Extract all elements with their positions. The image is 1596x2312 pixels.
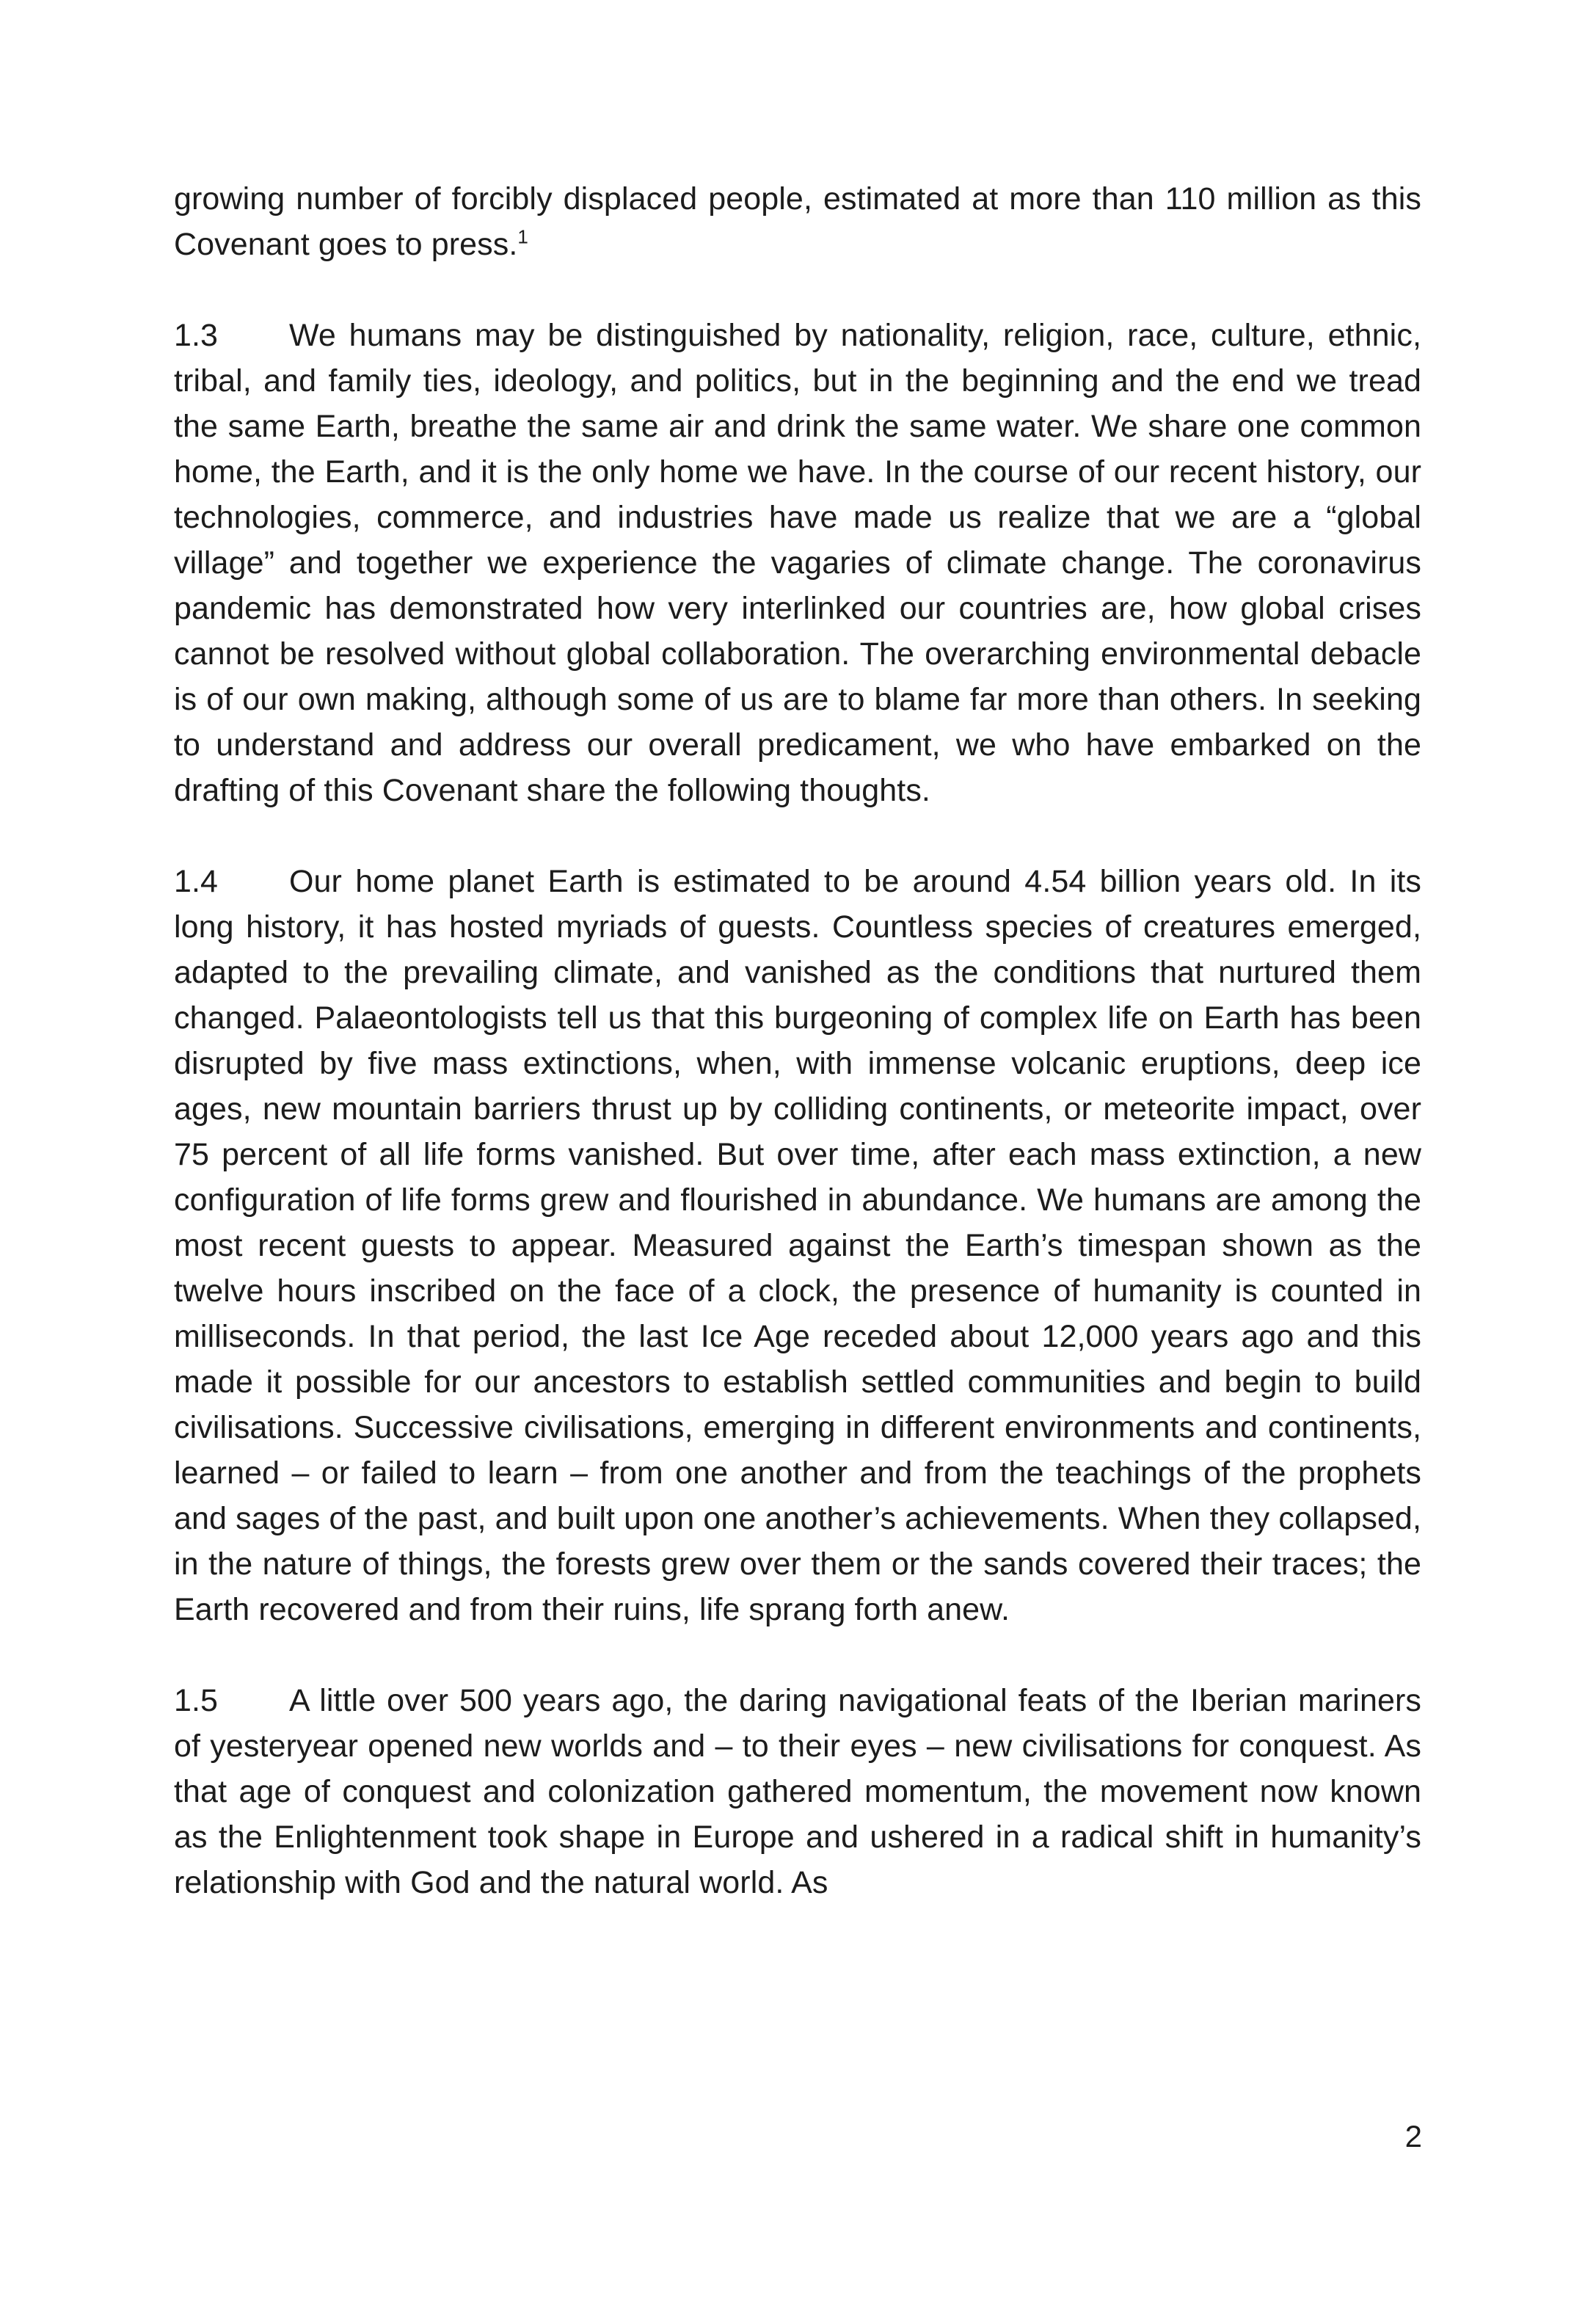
paragraph-text: Our home planet Earth is estimated to be around 4.54 billion years old. In its long history, it has hosted myriads of guests. Countless species of creatures emerged, adapted to the prevailing climate, and vanished as the conditions that nurtured them changed. Palaeontologists tell us that this burgeoning of complex life on Earth has been disrupted by five mass extinctions, when, with immense volcanic eruptions, deep ice ages, new mountain barriers thrust up by colliding continents, or meteorite impact, over 75 percent of all life forms vanished. But over time, after each mass extinction, a new configuration of life forms grew and flourished in abundance. We humans are among the most recent guests to appear. Measured against the Earth’s timespan shown as the twelve hours inscribed on the face of a clock, the presence of humanity is counted in milliseconds. In that period, the last Ice Age receded about 12,000 years ago and this made it possible for our ancestors to establish settled communities and begin to build civilisations. Successive civilisations, emerging in different environments and continents, learned – or failed to learn – from one another and from the teachings of the prophets and sages of the past, and built upon one another’s achievements. When they collapsed, in the nature of things, the forests grew over them or the sands covered their traces; the Earth recovered and from their ruins, life sprang forth anew.	[174, 864, 1421, 1627]
paragraph-continuation	[174, 176, 1421, 267]
paragraph-text: growing number of forcibly displaced people, estimated at more than 110 million as this Covenant goes to press.	[174, 181, 1421, 262]
paragraph-1-3	[174, 313, 1421, 813]
paragraph-number: 1.3	[174, 318, 219, 353]
paragraph-1-5	[174, 1678, 1421, 1905]
paragraph-text: A little over 500 years ago, the daring navigational feats of the Iberian mariners of yesteryear opened new worlds and – to their eyes – new civilisations for conquest. As that age of conquest and colonization gathered momentum, the movement now known as the Enlightenment took shape in Europe and ushered in a radical shift in humanity’s relationship with God and the natural world. As	[174, 1683, 1421, 1900]
page-number: 2	[1404, 2119, 1422, 2153]
page-content	[174, 176, 1421, 1905]
paragraph-number: 1.4	[174, 864, 219, 899]
paragraph-1-4	[174, 859, 1421, 1632]
paragraph-text: We humans may be distinguished by nationality, religion, race, culture, ethnic, tribal, and family ties, ideology, and politics, but in the beginning and the end we tread the same Earth, breathe the same air and drink the same water. We share one common home, the Earth, and it is the only home we have. In the course of our recent history, our technologies, commerce, and industries have made us realize that we are a “global village” and together we experience the vagaries of climate change. The coronavirus pandemic has demonstrated how very interlinked our countries are, how global crises cannot be resolved without global collaboration. The overarching environmental debacle is of our own making, although some of us are to blame far more than others. In seeking to understand and address our overall predicament, we who have embarked on the drafting of this Covenant share the following thoughts.	[174, 318, 1421, 808]
footnote-reference: 1	[517, 225, 528, 248]
paragraph-number: 1.5	[174, 1683, 219, 1718]
